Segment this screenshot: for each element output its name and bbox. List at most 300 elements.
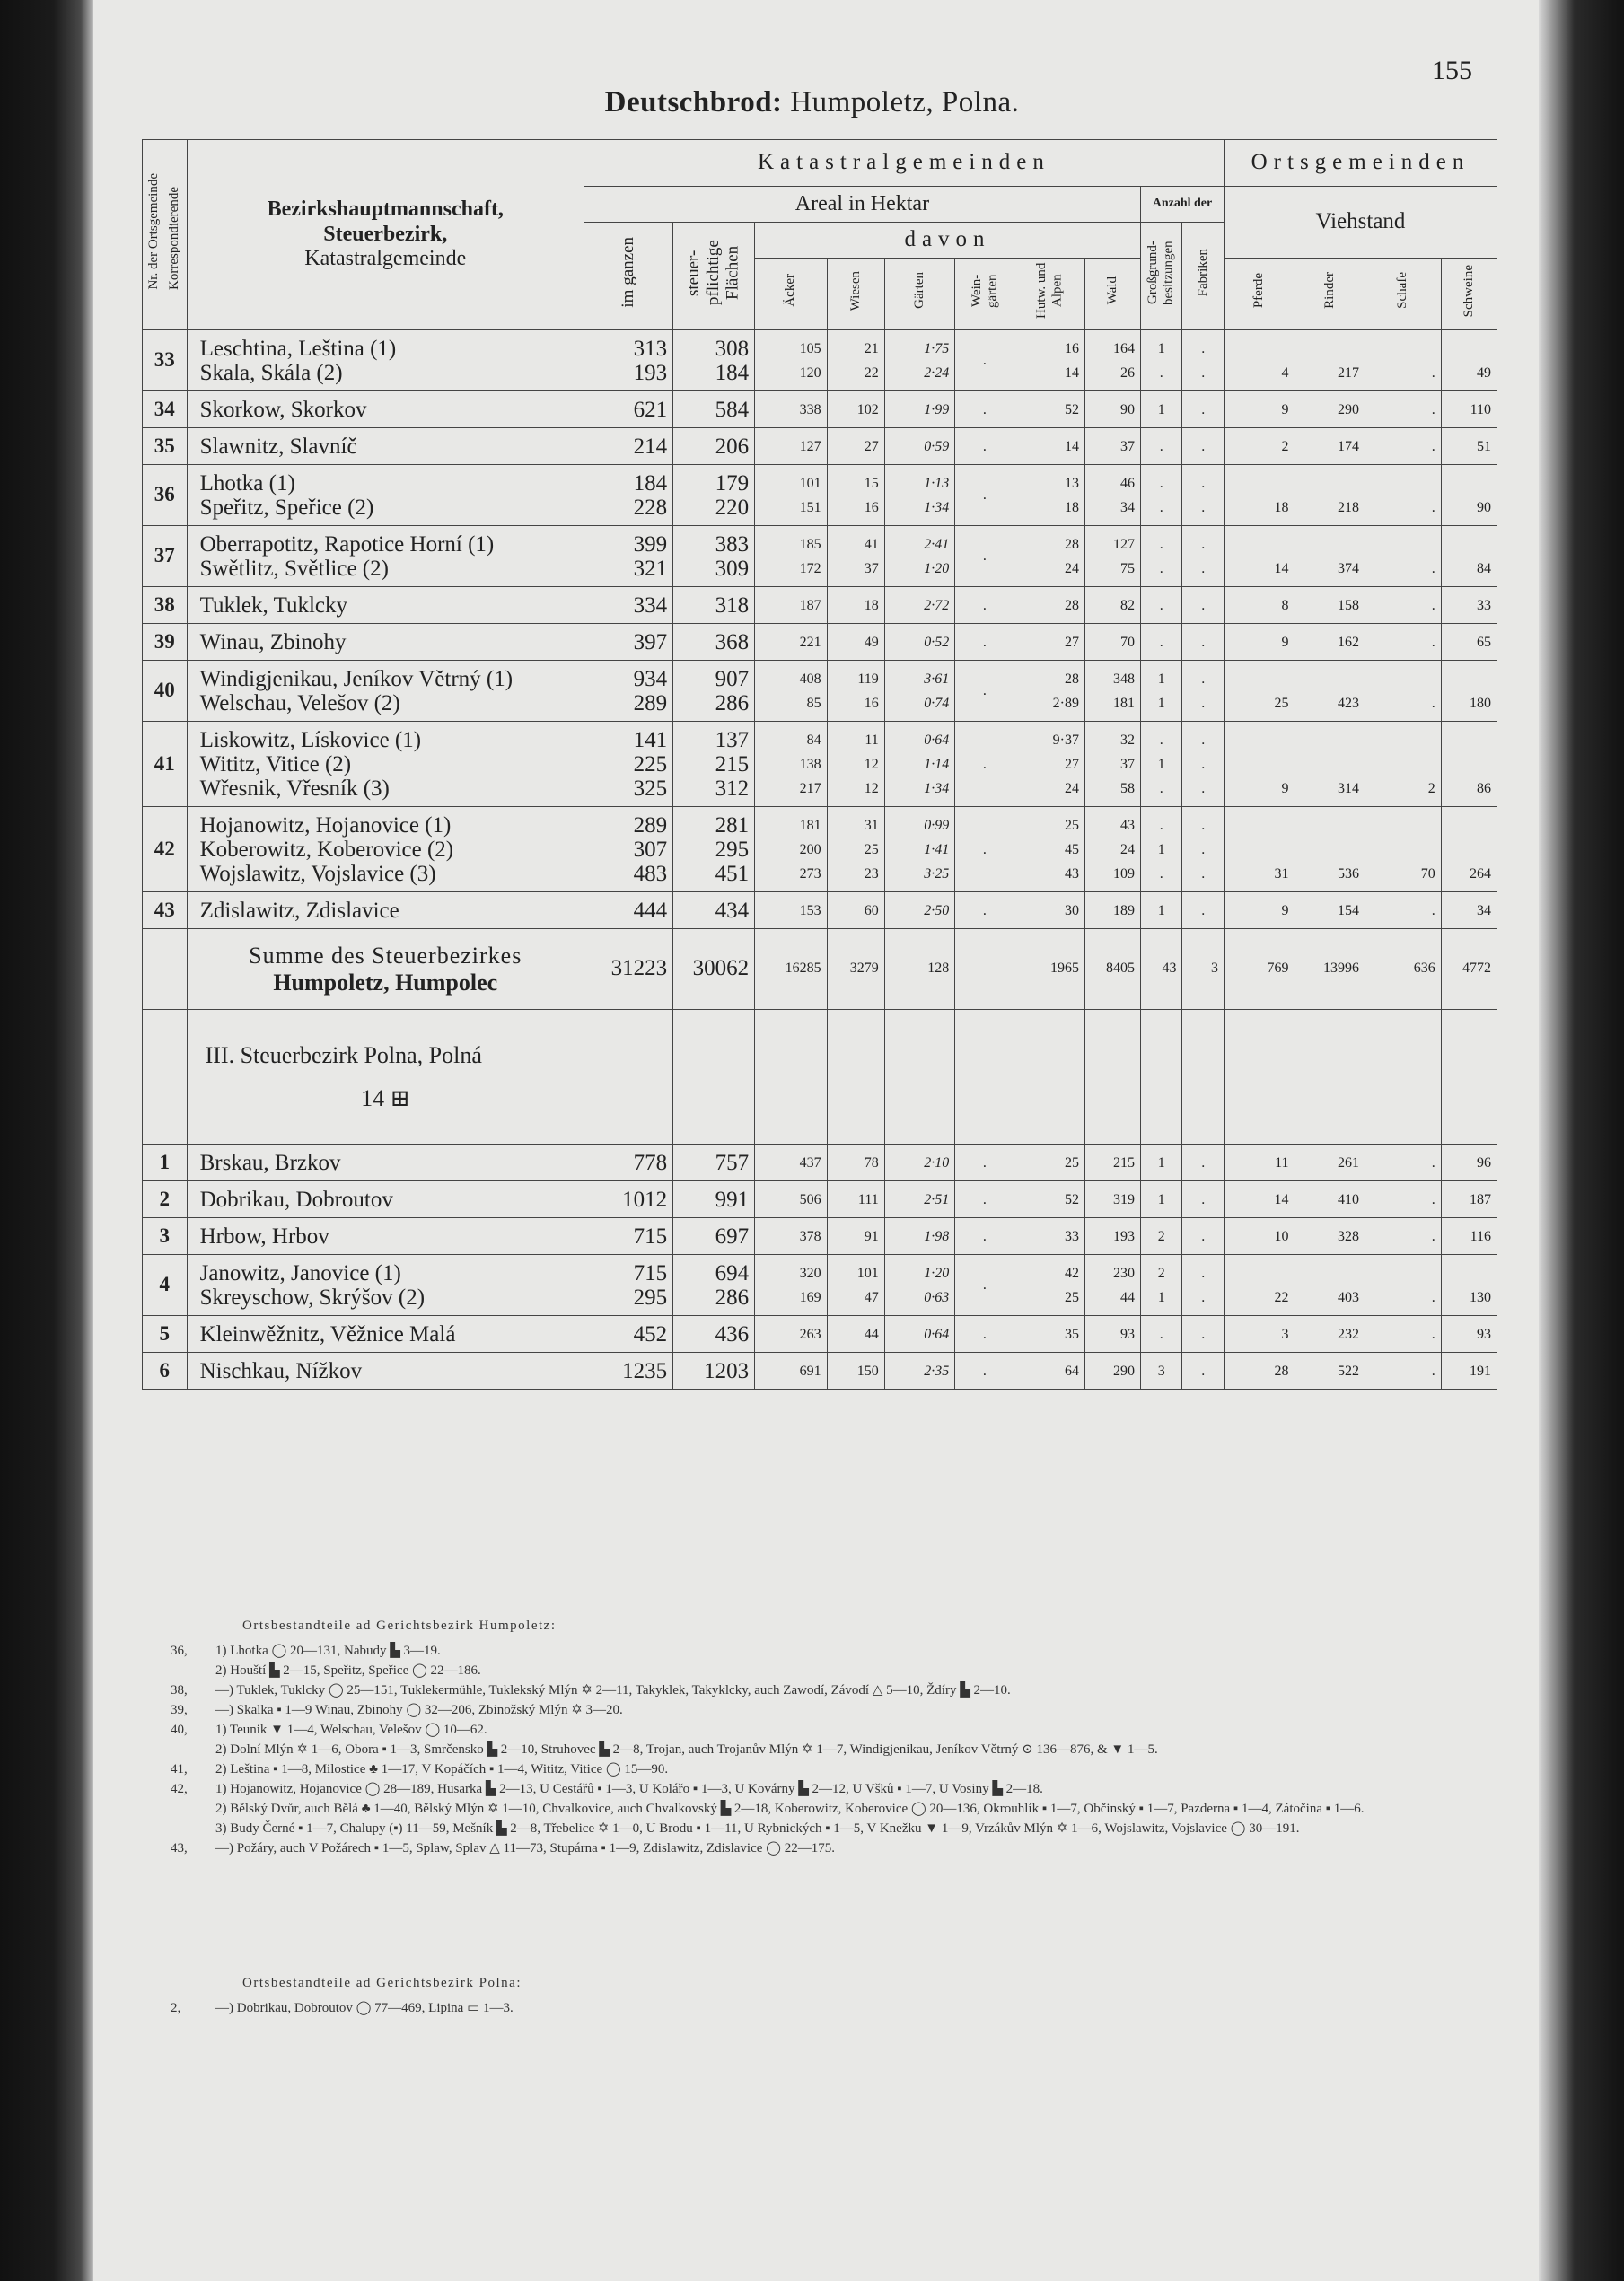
cell-gaerten-value: 1·41 [924,842,950,857]
cell-hutw-value: 25 [1064,1155,1079,1171]
cell-aecker-value: 172 [799,561,821,576]
cell-hutw-value: 30 [1064,903,1079,918]
cell-im-ganzen [584,1218,672,1255]
cell-rinder-value: 536 [1338,866,1360,882]
cell-gross-value: . [1159,537,1163,552]
cell-wiesen-value: 41 [864,537,879,552]
cell-aecker-value: 338 [799,402,821,417]
cell-hutw [1014,722,1085,807]
cell-wald-value: 32 [1119,733,1135,748]
row-name-value: Nischkau, Nížkov [199,1359,363,1383]
section-label [187,1010,584,1145]
cell-fabr [1182,428,1225,465]
cell-im-ganzen [584,1255,672,1316]
cell-steuer-value: 309 [715,557,750,581]
table-row [143,892,1497,929]
cell-schafe [1365,722,1442,807]
cell-pferde-value: 14 [1274,1192,1289,1207]
cell-gross-value: 1 [1157,903,1165,918]
row-name [187,1316,584,1353]
cell-fabr [1182,1353,1225,1390]
cell-wald [1084,1353,1140,1390]
cell-gaerten-value: 1·34 [924,500,950,515]
cell-gaerten-value: 2·51 [924,1192,950,1207]
cell-fabr-value: . [1201,781,1206,796]
cell-wein [955,892,1014,929]
row-number: 4 [143,1255,188,1316]
cell-aecker [755,587,828,624]
cell-fabr-value: . [1201,439,1206,454]
scan-edge-right [1539,0,1624,2281]
cell-steuer-value: 697 [715,1224,750,1249]
row-number: 1 [143,1145,188,1181]
row-name-value: Swětlitz, Světlice (2) [199,557,389,581]
cell-im-ganzen-value: 141 [633,728,668,752]
cell-fabr-value: . [1201,500,1206,515]
cell-wald-value: 127 [1112,537,1135,552]
cell-gaerten-value: 2·50 [924,903,950,918]
cell-schafe-value: . [1431,903,1435,918]
cell-steuer [673,1181,755,1218]
cell-aecker [755,1353,828,1390]
cell-wiesen-value: 101 [856,1266,879,1281]
row-name-value: Wojslawitz, Vojslavice (3) [199,862,436,886]
row-name [187,1218,584,1255]
cell-pferde [1224,1255,1295,1316]
row-name [187,465,584,526]
cell-im-ganzen [584,1181,672,1218]
cell-wein [955,465,1014,526]
cell-wiesen-value: 150 [856,1364,879,1379]
cell-fabr-value: . [1201,1327,1206,1342]
cell-schweine-value: 191 [1470,1364,1491,1379]
cell-wein [955,391,1014,428]
table-row [143,807,1497,892]
cell-aecker [755,526,828,587]
cell-fabr [1182,1181,1225,1218]
section-empty [755,1010,828,1145]
cell-im-ganzen [584,1316,672,1353]
cell-schweine-value: 96 [1477,1155,1491,1171]
cell-wein-value: . [982,1277,987,1293]
cell-aecker [755,330,828,391]
row-name [187,526,584,587]
cell-wald [1084,391,1140,428]
cell-wein [955,1255,1014,1316]
cell-wald-value: 109 [1112,866,1135,882]
cell-wiesen-value: 44 [864,1327,879,1342]
cell-pferde [1224,722,1295,807]
row-name [187,330,584,391]
cell-fabr-value: . [1201,635,1206,650]
cell-steuer [673,1218,755,1255]
row-name-value: Slawnitz, Slavníč [199,434,357,459]
cell-im-ganzen-value: 715 [633,1224,668,1249]
cell-gross-value: 2 [1157,1229,1165,1244]
summary-label [187,929,584,1010]
cell-hutw-value: 24 [1064,561,1079,576]
cell-steuer-value: 318 [715,593,750,618]
cell-wiesen [827,587,884,624]
cell-im-ganzen [584,526,672,587]
cell-wein [955,587,1014,624]
cell-gross-value: 1 [1157,757,1165,772]
cell-wald-value: 75 [1119,561,1135,576]
cell-hutw [1014,661,1085,722]
cell-schafe-value: . [1431,561,1435,576]
cell-steuer-value: 451 [715,862,750,886]
cell-gross [1140,391,1182,428]
cell-gross-value: . [1159,439,1163,454]
table-row [143,624,1497,661]
cell-gross-value: . [1159,866,1163,882]
header-wein [955,259,1014,330]
row-name-value: Tuklek, Tuklcky [199,593,348,618]
note-text: 2) Leština ▪ 1—8, Milostice ♣ 1—17, V Kopáčích ▪ 1—4, Wititz, Vitice ◯ 15—90. [215,1762,669,1777]
header-pferde-text: Pferde [1251,273,1267,309]
cell-rinder-value: 522 [1338,1364,1360,1379]
section-empty [584,1010,672,1145]
cell-fabr-value: . [1201,696,1206,711]
cell-rinder [1295,1181,1365,1218]
cell-schafe-value: . [1431,598,1435,613]
note-item [171,1680,1490,1700]
cell-hutw [1014,624,1085,661]
cell-rinder [1295,330,1365,391]
header-rinder-text: Rinder [1321,272,1337,310]
cell-wein [955,428,1014,465]
note-item [171,1799,1490,1819]
note-text: 1) Teunik ▼ 1—4, Welschau, Velešov ◯ 10—62. [215,1723,487,1737]
note-text: 1) Lhotka ◯ 20—131, Nabudy ▙ 3—19. [215,1644,441,1658]
cell-im-ganzen-value: 228 [633,496,668,520]
row-number: 42 [143,807,188,892]
cell-aecker-value: 437 [799,1155,821,1171]
notes-humpoletz [171,1616,1490,1858]
cell-pferde [1224,465,1295,526]
cell-steuer [673,526,755,587]
section-no [143,1010,188,1145]
cell-aecker [755,1145,828,1181]
cell-im-ganzen [584,1145,672,1181]
cell-fabr-value: . [1201,1266,1206,1281]
cell-wald [1084,1218,1140,1255]
cell-gaerten-value: 1·99 [924,402,950,417]
table-row [143,330,1497,391]
cell-im-ganzen-value: 444 [633,899,668,923]
cell-gross-value: 1 [1157,341,1165,356]
header-grossgrund [1140,223,1182,330]
cell-gross-value: . [1159,561,1163,576]
page-title-rest: Humpoletz, Polna. [782,86,1020,118]
cell-wald [1084,624,1140,661]
cell-schafe [1365,892,1442,929]
cell-wein [955,661,1014,722]
row-name-value: Dobrikau, Dobroutov [199,1188,393,1212]
cell-fabr-value: . [1201,903,1206,918]
note-ref: 41, [171,1762,188,1777]
cell-fabr-value: . [1201,866,1206,882]
cell-wein-value: . [982,902,987,918]
cell-im-ganzen [584,391,672,428]
row-name [187,661,584,722]
cell-steuer [673,624,755,661]
header-korr-text: Korrespondierende [167,186,182,290]
cell-wald-value: 46 [1119,476,1135,491]
cell-wiesen-value: 37 [864,561,879,576]
row-name [187,587,584,624]
cell-schweine-value: 264 [1470,866,1491,882]
cell-wiesen-value: 78 [864,1155,879,1171]
cell-wald [1084,330,1140,391]
cell-wein-value: . [982,1154,987,1171]
header-grossgrund-text: Großgrund- besitzungen [1146,240,1176,305]
cell-gaerten [884,1181,955,1218]
cell-rinder-value: 154 [1338,903,1360,918]
header-areal: Areal in Hektar [584,187,1140,223]
cell-rinder-value: 217 [1338,365,1360,381]
cell-gaerten-value: 0·64 [924,733,950,748]
cell-wald-value: 70 [1119,635,1135,650]
section-empty [1224,1010,1295,1145]
header-schafe [1365,259,1442,330]
cell-wiesen [827,330,884,391]
note-text: 2) Bělský Dvůr, auch Bělá ♣ 1—40, Bělský Mlýn ✡ 1—10, Chvalkovice, auch Chvalkovský ▙ 2—18, Koberowitz, Koberovice ◯ 20—136, Okrouhlík ▪ 1—7, Občinský ▪ 1—7, Pazderna ▪ 1—4, Zátočina ▪ 1—6. [215,1802,1365,1816]
cell-wald-value: 44 [1119,1290,1135,1305]
cell-schweine [1441,428,1497,465]
cell-schafe-value: . [1431,402,1435,417]
cell-gross-value: 1 [1157,1155,1165,1171]
header-name [187,140,584,330]
cell-schafe [1365,624,1442,661]
cell-wald-value: 34 [1119,500,1135,515]
cell-im-ganzen [584,892,672,929]
cell-wiesen-value: 91 [864,1229,879,1244]
cell-fabr-value: . [1201,1364,1206,1379]
cell-hutw-value: 42 [1064,1266,1079,1281]
cell-schafe [1365,526,1442,587]
cell-steuer-value: 694 [715,1261,750,1285]
cell-steuer [673,587,755,624]
row-name-value: Liskowitz, Lískovice (1) [199,728,422,752]
cell-rinder [1295,465,1365,526]
cell-schafe-value: . [1431,1229,1435,1244]
cell-schweine-value: 130 [1470,1290,1491,1305]
header-gaerten [884,259,955,330]
row-number: 41 [143,722,188,807]
cell-wald-value: 189 [1112,903,1135,918]
cell-steuer [673,892,755,929]
cell-rinder-value: 218 [1338,500,1360,515]
cell-schafe-value: . [1431,1155,1435,1171]
cell-fabr-value: . [1201,818,1206,833]
cell-wein-value: . [982,841,987,857]
cell-gross-value: . [1159,1327,1163,1342]
cell-gross-value: 1 [1157,402,1165,417]
cell-wein [955,807,1014,892]
cell-gaerten [884,391,955,428]
cell-hutw [1014,807,1085,892]
cell-wiesen-value: 15 [864,476,879,491]
cell-pferde [1224,892,1295,929]
cell-fabr-value: . [1201,842,1206,857]
section-empty [955,1010,1014,1145]
row-name [187,1353,584,1390]
note-item [171,1641,1490,1661]
header-fabriken [1182,223,1225,330]
cell-gross [1140,624,1182,661]
cell-pferde-value: 3 [1281,1327,1289,1342]
note-text: —) Skalka ▪ 1—9 Winau, Zbinohy ◯ 32—206, Zbinožský Mlýn ✡ 3—20. [215,1703,623,1717]
cell-aecker-value: 320 [799,1266,821,1281]
summary-schafe: 636 [1365,929,1442,1010]
cell-rinder-value: 261 [1338,1155,1360,1171]
cell-gaerten [884,587,955,624]
cell-schweine [1441,526,1497,587]
cell-schweine-value: 51 [1477,439,1491,454]
header-aecker [755,259,828,330]
header-pferde [1224,259,1295,330]
cell-schweine-value: 65 [1477,635,1491,650]
cell-steuer [673,1316,755,1353]
cell-steuer-value: 308 [715,337,750,361]
cell-gaerten [884,330,955,391]
cell-im-ganzen-value: 193 [633,361,668,385]
cell-wald-value: 215 [1112,1155,1135,1171]
header-davon: davon [755,223,1141,259]
cell-aecker [755,892,828,929]
cell-pferde-value: 4 [1281,365,1289,381]
cell-aecker-value: 120 [799,365,821,381]
cell-hutw-value: 25 [1064,1290,1079,1305]
cell-wald-value: 230 [1112,1266,1135,1281]
row-number: 39 [143,624,188,661]
cell-fabr [1182,526,1225,587]
cell-wein-value: . [982,756,987,772]
cell-fabr [1182,587,1225,624]
cell-gaerten [884,1145,955,1181]
cell-wiesen-value: 60 [864,903,879,918]
cell-fabr-value: . [1201,1155,1206,1171]
cell-steuer [673,1353,755,1390]
summary-gaerten: 128 [884,929,955,1010]
cell-aecker-value: 200 [799,842,821,857]
cell-im-ganzen-value: 321 [633,557,668,581]
row-name [187,1181,584,1218]
row-name-value: Wřesnik, Vřesník (3) [199,776,390,801]
cell-gaerten-value: 1·20 [924,1266,950,1281]
section-empty [1014,1010,1085,1145]
cell-im-ganzen-value: 325 [633,776,668,801]
cell-schweine [1441,1145,1497,1181]
cell-steuer-value: 215 [715,752,750,776]
row-number: 37 [143,526,188,587]
note-item [171,1700,1490,1720]
cell-rinder-value: 328 [1338,1229,1360,1244]
cell-steuer-value: 206 [715,434,750,459]
cell-hutw-value: 28 [1064,671,1079,687]
note-item [171,1759,1490,1779]
cell-hutw-value: 24 [1064,781,1079,796]
cell-hutw-value: 9·37 [1052,733,1079,748]
cell-wald [1084,465,1140,526]
note-text: 1) Hojanowitz, Hojanovice ◯ 28—189, Husarka ▙ 2—13, U Cestářů ▪ 1—3, U Kolářo ▪ 1—3, U Kovárny ▙ 2—12, U Všků ▪ 1—7, U Vosiny ▙ 2—18. [215,1782,1043,1796]
cell-wald-value: 37 [1119,757,1135,772]
cell-steuer [673,1255,755,1316]
cell-pferde-value: 9 [1281,635,1289,650]
cell-wein [955,1145,1014,1181]
summary-label-2: Humpoletz, Humpolec [273,969,498,996]
cell-gross-value: . [1159,733,1163,748]
note-text: —) Dobrikau, Dobroutov ◯ 77—469, Lipina ▭ 1—3. [215,2001,514,2015]
cell-fabr [1182,1218,1225,1255]
cell-aecker-value: 217 [799,781,821,796]
cell-schafe [1365,465,1442,526]
cell-gaerten [884,1353,955,1390]
summary-fabr: 3 [1182,929,1225,1010]
cell-wald-value: 193 [1112,1229,1135,1244]
row-number: 36 [143,465,188,526]
cell-wein-value: . [982,683,987,698]
cell-wald [1084,722,1140,807]
cell-rinder-value: 232 [1338,1327,1360,1342]
cell-im-ganzen-value: 289 [633,691,668,715]
cell-hutw-value: 25 [1064,818,1079,833]
cell-gross-value: 1 [1157,1192,1165,1207]
cell-im-ganzen-value: 1012 [622,1188,668,1212]
cell-pferde [1224,1145,1295,1181]
cell-im-ganzen [584,587,672,624]
cell-pferde-value: 9 [1281,781,1289,796]
section-title: III. Steuerbezirk Polna, Polná [205,1041,482,1068]
cell-rinder-value: 403 [1338,1290,1360,1305]
cell-pferde-value: 14 [1274,561,1289,576]
cell-rinder [1295,807,1365,892]
cell-wiesen-value: 16 [864,500,879,515]
cell-im-ganzen-value: 307 [633,838,668,862]
cell-im-ganzen [584,807,672,892]
cell-wiesen-value: 119 [857,671,879,687]
cell-gross [1140,1255,1182,1316]
cell-aecker-value: 85 [806,696,821,711]
cell-wein [955,1218,1014,1255]
cell-wiesen [827,1353,884,1390]
cell-wein-value: . [982,548,987,564]
cell-gross [1140,587,1182,624]
row-name-value: Koberowitz, Koberovice (2) [199,838,454,862]
row-name-value: Skreyschow, Skrýšov (2) [199,1285,426,1310]
cell-aecker [755,722,828,807]
cell-schweine-value: 86 [1477,781,1491,796]
cell-gaerten-value: 0·63 [924,1290,950,1305]
cell-fabr-value: . [1201,598,1206,613]
cell-wein [955,1316,1014,1353]
cell-rinder [1295,1218,1365,1255]
summary-steuer: 30062 [673,929,755,1010]
row-name [187,1145,584,1181]
cell-hutw-value: 2·89 [1052,696,1079,711]
cell-pferde [1224,624,1295,661]
row-name [187,391,584,428]
section-empty [1441,1010,1497,1145]
cell-schweine-value: 49 [1477,365,1491,381]
cell-schafe [1365,428,1442,465]
cell-pferde [1224,587,1295,624]
cell-schafe [1365,1353,1442,1390]
cell-aecker-value: 691 [799,1364,821,1379]
cell-hutw-value: 35 [1064,1327,1079,1342]
cell-gross-value: . [1159,476,1163,491]
